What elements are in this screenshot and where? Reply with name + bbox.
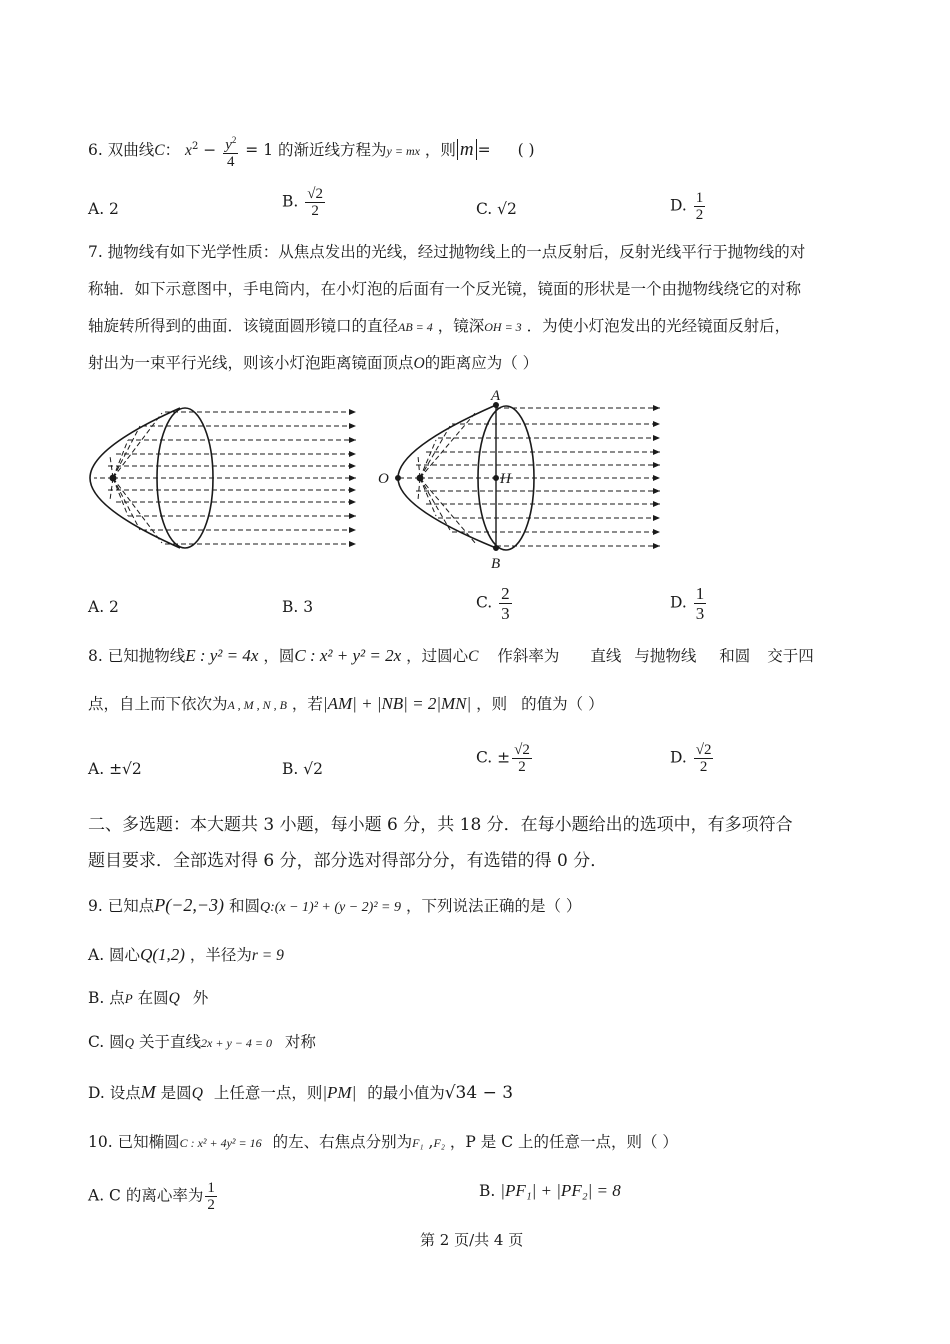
q9-option-c: C. 圆Q 关于直线2x + y − 4 = 0 对称: [88, 1033, 316, 1051]
q10-option-a: A. C 的离心率为 $\frac{1}{2}$: [88, 1180, 215, 1213]
page-footer: 第 2 页/共 4 页: [420, 1231, 524, 1249]
center-dot-h: [494, 476, 499, 481]
q7-line3: 轴旋转所得到的曲面．该镜面圆形镜口的直径AB = 4 ，镜深OH = 3 ．为使小灯泡发出的光经镜面反射后，: [88, 317, 791, 335]
label-a: A: [491, 388, 501, 404]
point-b-dot: [494, 546, 499, 551]
q8-line1: 8. 已知抛物线E : y² = 4x ，圆C : x² + y² = 2x ，过圆心C 作斜率为 直线 与抛物线 和圆 交于四: [88, 646, 814, 665]
q6-option-d: D. $\frac{1}{2}$: [670, 190, 704, 223]
q7-line4: 射出为一束平行光线，则该小灯泡距离镜面顶点O的距离应为（ ）: [88, 354, 539, 372]
section2-heading-line1: 二、多选题：本大题共 3 小题，每小题 6 分，共 18 分．在每小题给出的选项中，有多项符合: [88, 815, 793, 835]
label-b: B: [491, 556, 501, 572]
vertex-dot-o: [396, 476, 401, 481]
q9-option-b: B. 点P 在圆Q 外: [88, 989, 209, 1007]
q9-option-d: D. 设点M 是圆Q 上任意一点，则|PM| 的最小值为√34 − 3: [88, 1082, 514, 1103]
q7-option-d: D. $\frac{1}{3}$: [670, 584, 705, 623]
q6-option-c: C. √2: [476, 200, 517, 218]
q7-option-a: A. 2: [88, 598, 119, 616]
q10-stem: 10. 已知椭圆C : x² + 4y² = 16 的左、右焦点分别为F₁ ,F₂ ，P 是 C 上的任意一点，则（ ）: [88, 1133, 678, 1151]
right-parabola: [398, 405, 496, 548]
q8-line2: 点，自上而下依次为A , M , N , B ，若|AM| + |NB| = 2|MN| ，则 的值为（ ）: [88, 694, 604, 713]
q10-option-b: B. |PF₁| + |PF₂| = 8: [479, 1181, 621, 1200]
left-focus-dot: [110, 475, 116, 481]
q8-option-b: B. √2: [282, 760, 324, 778]
q9-stem: 9. 已知点P(−2,−3) 和圆Q:(x − 1)² + (y − 2)² = 9 ，下列说法正确的是（ ）: [88, 895, 582, 915]
q8-option-a: A. ±√2: [88, 760, 142, 778]
q7-line2: 称轴．如下示意图中，手电筒内，在小灯泡的后面有一个反光镜，镜面的形状是一个由抛物线绕它的对称: [88, 280, 802, 298]
q7-option-c: C. $\frac{2}{3}$: [476, 584, 510, 623]
q6-option-b: B. $\frac{√2}{2}$: [282, 186, 323, 219]
right-focus-dot: [417, 475, 423, 481]
section2-heading-line2: 题目要求．全部选对得 6 分，部分选对得部分分，有选错的得 0 分．: [88, 851, 608, 871]
right-mirror-diagram: [396, 403, 661, 551]
label-o: O: [378, 471, 389, 487]
q6-option-a: A. 2: [88, 200, 119, 218]
q8-option-d: D. $\frac{√2}{2}$: [670, 742, 712, 775]
q8-option-c: C. ± $\frac{√2}{2}$: [476, 742, 530, 775]
left-mirror-diagram: [90, 408, 356, 548]
q7-option-b: B. 3: [282, 598, 314, 616]
q7-line1: 7. 抛物线有如下光学性质：从焦点发出的光线，经过抛物线上的一点反射后，反射光线平行于抛物线的对: [88, 243, 806, 261]
q7-figure: [80, 388, 680, 573]
label-h: H: [500, 471, 511, 487]
q9-option-a: A. 圆心Q(1,2) ，半径为r = 9: [88, 945, 284, 964]
q6-stem: 6. 双曲线C： $x^2$ − $\frac{y^2}{4}$ = 1 的渐近线方程为y = mx ，则 m = ( ): [88, 132, 535, 170]
